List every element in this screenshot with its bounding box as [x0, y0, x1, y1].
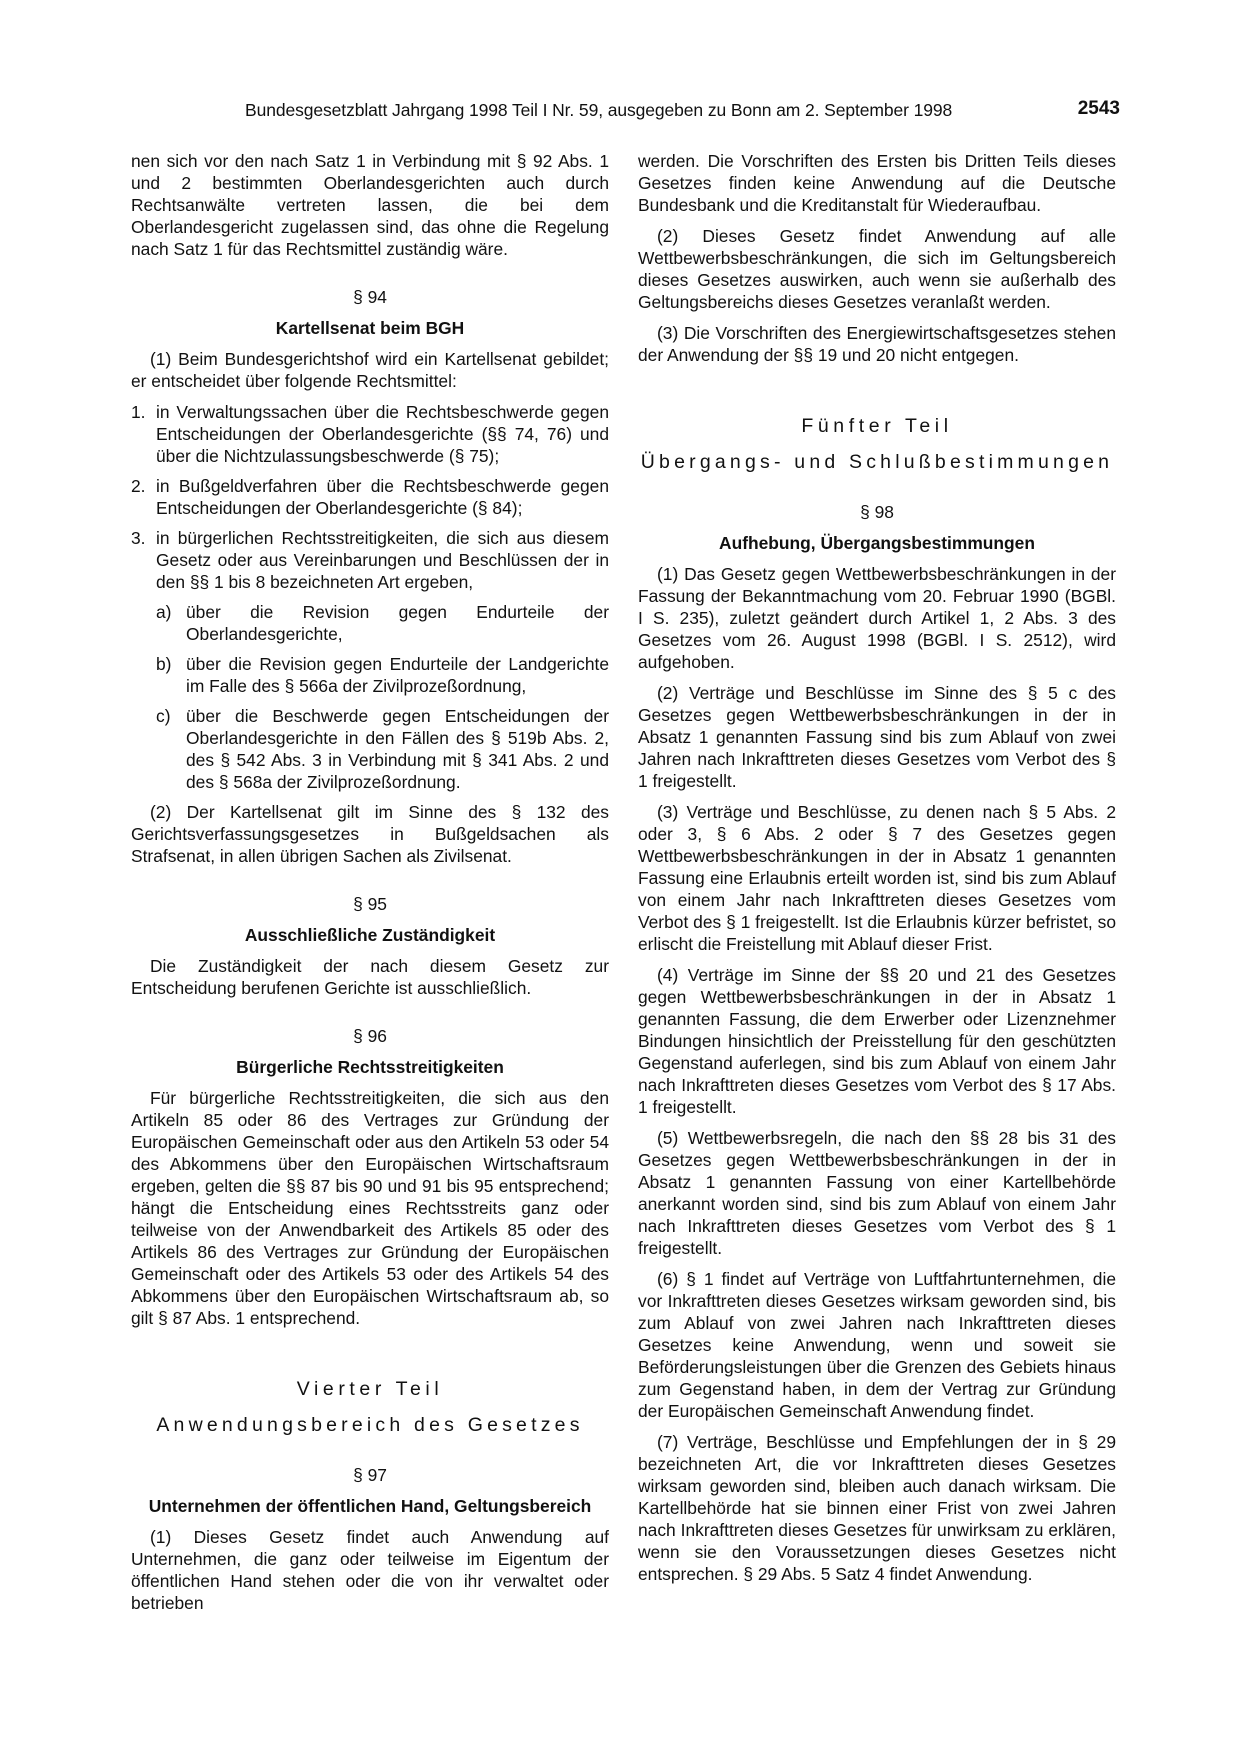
section-number-95: § 95 — [353, 894, 387, 914]
list-number: 2. — [131, 476, 146, 496]
sub-list-letter: b) — [156, 654, 172, 674]
part-title-5: Fünfter Teil — [801, 415, 953, 437]
list-item — [131, 527, 609, 593]
sub-list-text: über die Beschwerde gegen Entscheidungen der Oberlandesgerichte in den Fällen des § 519b Abs. 2, des § 542 Abs. 3 in Verbindung mit § 341 Abs. 2 und des § 568a der Zivilprozeßordnung. — [186, 706, 609, 792]
sub-list-text: über die Revision gegen Endurteile der Oberlandesgerichte, — [186, 602, 609, 644]
section-number-94: § 94 — [353, 287, 387, 307]
list-text: in Verwaltungssachen über die Rechtsbeschwerde gegen Entscheidungen der Oberlandesgerichte (§§ 74, 76) und über die Nichtzulassungsbeschwerde (§ 75); — [156, 402, 609, 466]
section-title-97: Unternehmen der öffentlichen Hand, Geltungsbereich — [148, 1496, 592, 1516]
section-title-98: Aufhebung, Übergangsbestimmungen — [719, 533, 1035, 553]
paragraph: (5) Wettbewerbsregeln, die nach den §§ 28 bis 31 des Gesetzes gegen Wettbewerbsbeschränkungen in der in Absatz 1 genannten Fassung von einer Kartellbehörde anerkannt worden sind, sind bis zum Ablauf von einem Jahr nach Inkrafttreten dieses Gesetzes vom Verbot des § 1 freigestellt. — [638, 1128, 1116, 1258]
part-subtitle-5: Übergangs- und Schlußbestimmungen — [640, 451, 1114, 473]
section-title-96: Bürgerliche Rechtsstreitigkeiten — [236, 1057, 504, 1077]
paragraph: (2) Der Kartellsenat gilt im Sinne des § 132 des Gerichtsverfassungsgesetzes in Bußgeldsachen als Strafsenat, in allen übrigen Sachen als Zivilsenat. — [131, 802, 609, 866]
right-column — [638, 150, 1116, 1594]
paragraph: Die Zuständigkeit der nach diesem Gesetz zur Entscheidung berufenen Gerichte ist ausschließlich. — [131, 956, 609, 998]
paragraph: (3) Die Vorschriften des Energiewirtschaftsgesetzes stehen der Anwendung der §§ 19 und 20 nicht entgegen. — [638, 323, 1116, 365]
paragraph: (3) Verträge und Beschlüsse, zu denen nach § 5 Abs. 2 oder 3, § 6 Abs. 2 oder § 7 des Gesetzes gegen Wettbewerbsbeschränkungen in der in Absatz 1 genannten Fassung eine Erlaubnis erteilt worden ist, sind bis zum Ablauf von einem Jahr nach Inkrafttreten dieses Gesetzes vom Verbot des § 1 freigestellt. Ist die Erlaubnis kürzer befristet, so erlischt die Freistellung mit Ablauf dieser Frist. — [638, 802, 1116, 954]
paragraph: Für bürgerliche Rechtsstreitigkeiten, die sich aus den Artikeln 85 oder 86 des Vertrages zur Gründung der Europäischen Gemeinschaft oder aus den Artikeln 53 oder 54 des Abkommens über den Europäischen Wirtschaftsraum ergeben, gelten die §§ 87 bis 90 und 91 bis 95 entsprechend; hängt die Entscheidung eines Rechtsstreits ganz oder teilweise von der Anwendbarkeit des Artikels 85 oder des Artikels 86 des Vertrages zur Gründung der Europäischen Gemeinschaft oder des Artikels 53 oder des Artikels 54 des Abkommens über den Europäischen Wirtschaftsraum ab, so gilt § 87 Abs. 1 entsprechend. — [131, 1088, 609, 1328]
list-number: 3. — [131, 528, 146, 548]
paragraph: (1) Dieses Gesetz findet auch Anwendung auf Unternehmen, die ganz oder teilweise im Eigentum der öffentlichen Hand stehen oder die von ihr verwaltet oder betrieben — [131, 1527, 609, 1613]
section-number-98: § 98 — [860, 502, 894, 522]
continued-paragraph: nen sich vor den nach Satz 1 in Verbindung mit § 92 Abs. 1 und 2 bestimmten Oberlandesgerichten auch durch Rechtsanwälte vertreten lassen, die bei dem Oberlandesgericht zugelassen sind, das ohne die Regelung nach Satz 1 für das Rechtsmittel zuständig wäre. — [131, 151, 609, 259]
paragraph: (2) Dieses Gesetz findet Anwendung auf alle Wettbewerbsbeschränkungen, die sich im Geltungsbereich dieses Gesetzes auswirken, auch wenn sie außerhalb des Geltungsbereichs dieses Gesetzes veranlaßt werden. — [638, 226, 1116, 312]
list-text: in bürgerlichen Rechtsstreitigkeiten, die sich aus diesem Gesetz oder aus Vereinbarungen und Beschlüssen der in den §§ 1 bis 8 bezeichneten Art ergeben, — [156, 528, 609, 592]
part-title-4: Vierter Teil — [296, 1378, 444, 1400]
sub-list-text: über die Revision gegen Endurteile der Landgerichte im Falle des § 566a der Zivilprozeßordnung, — [186, 654, 609, 696]
left-column — [131, 150, 609, 1623]
paragraph: (6) § 1 findet auf Verträge von Luftfahrtunternehmen, die vor Inkrafttreten dieses Gesetzes wirksam geworden sind, bis zum Ablauf von zwei Jahren nach Inkrafttreten dieses Gesetzes keine Anwendung, wenn und soweit sie Beförderungsleistungen über die Grenzen des Gebiets hinaus zum Gegenstand haben, in dem der Vertrag zur Gründung der Europäischen Gemeinschaft Anwendung findet. — [638, 1269, 1116, 1421]
continued-paragraph: werden. Die Vorschriften des Ersten bis Dritten Teils dieses Gesetzes finden keine Anwendung auf die Deutsche Bundesbank und die Kreditanstalt für Wiederaufbau. — [638, 151, 1116, 215]
list-item — [131, 401, 609, 467]
gazette-header-text: Bundesgesetzblatt Jahrgang 1998 Teil I Nr. 59, ausgegeben zu Bonn am 2. September 1998 — [245, 100, 953, 120]
sub-list-letter: c) — [156, 706, 171, 726]
paragraph: (2) Verträge und Beschlüsse im Sinne des § 5 c des Gesetzes gegen Wettbewerbsbeschränkungen in der in Absatz 1 genannten Fassung sind bis zum Ablauf von zwei Jahren nach Inkrafttreten dieses Gesetzes vom Verbot des § 1 freigestellt. — [638, 683, 1116, 791]
section-number-97: § 97 — [353, 1465, 387, 1485]
sub-list-item — [131, 705, 609, 793]
sub-list-item — [131, 601, 609, 645]
paragraph: (1) Beim Bundesgerichtshof wird ein Kartellsenat gebildet; er entscheidet über folgende Rechtsmittel: — [131, 349, 609, 391]
section-number-96: § 96 — [353, 1026, 387, 1046]
page-number: 2543 — [1077, 98, 1120, 119]
paragraph: (7) Verträge, Beschlüsse und Empfehlungen der in § 29 bezeichneten Art, die vor Inkrafttreten dieses Gesetzes wirksam geworden sind, bleiben auch danach wirksam. Die Kartellbehörde hat sie binnen einer Frist von zwei Jahren nach Inkrafttreten dieses Gesetzes für unwirksam zu erklären, wenn sie den Voraussetzungen dieses Gesetzes nicht entsprechen. § 29 Abs. 5 Satz 4 findet Anwendung. — [638, 1432, 1116, 1584]
list-number: 1. — [131, 402, 146, 422]
paragraph: (4) Verträge im Sinne der §§ 20 und 21 des Gesetzes gegen Wettbewerbsbeschränkungen in der in Absatz 1 genannten Fassung, die dem Erwerber oder Lizenznehmer Bindungen hinsichtlich der Preisstellung für den geschützten Gegenstand auferlegen, sind bis zum Ablauf von einem Jahr nach Inkrafttreten dieses Gesetzes vom Verbot des § 17 Abs. 1 freigestellt. — [638, 965, 1116, 1117]
list-item — [131, 475, 609, 519]
paragraph: (1) Das Gesetz gegen Wettbewerbsbeschränkungen in der Fassung der Bekanntmachung vom 20. Februar 1990 (BGBl. I S. 235), zuletzt geändert durch Artikel 1, 2 Abs. 3 des Gesetzes vom 26. August 1998 (BGBl. I S. 2512), wird aufgehoben. — [638, 564, 1116, 672]
sub-list-item — [131, 653, 609, 697]
section-title-94: Kartellsenat beim BGH — [275, 318, 465, 338]
part-subtitle-4: Anwendungsbereich des Gesetzes — [156, 1414, 584, 1436]
section-title-95: Ausschließliche Zuständigkeit — [244, 925, 496, 945]
list-text: in Bußgeldverfahren über die Rechtsbeschwerde gegen Entscheidungen der Oberlandesgerichte (§ 84); — [156, 476, 609, 518]
page-header — [245, 100, 1120, 126]
sub-list-letter: a) — [156, 602, 172, 622]
